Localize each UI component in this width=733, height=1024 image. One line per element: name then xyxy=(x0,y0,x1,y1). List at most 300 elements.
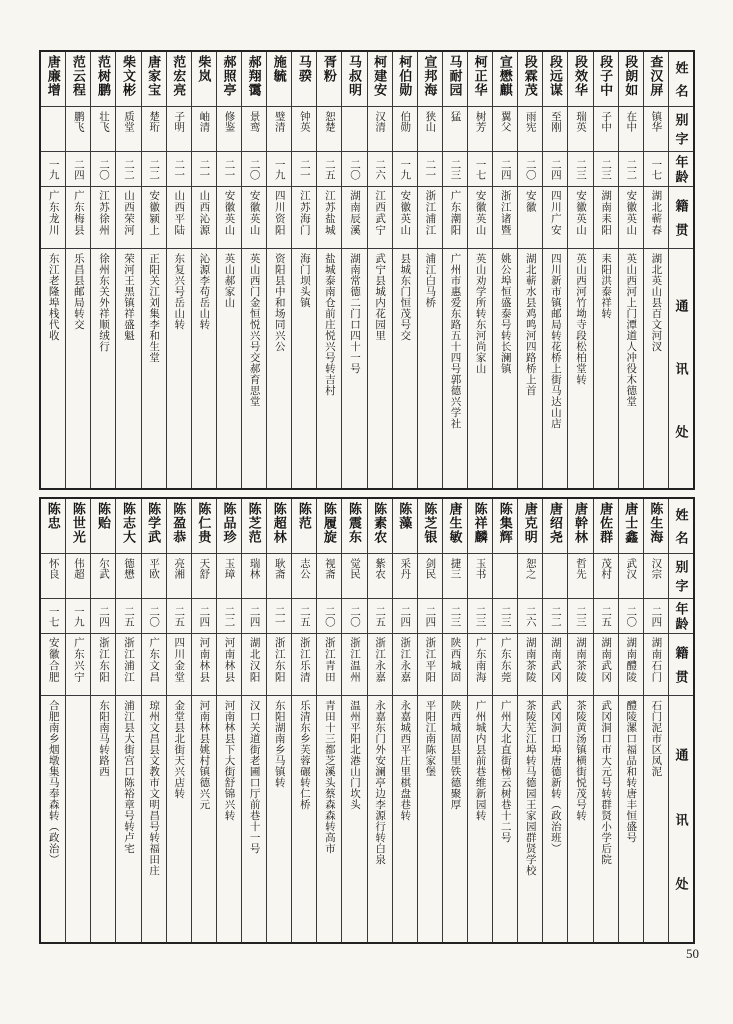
entry-column xyxy=(442,52,467,488)
entry-column xyxy=(90,52,115,488)
header-column xyxy=(668,499,693,942)
entry-age: 二五 xyxy=(368,599,392,634)
entry-column xyxy=(41,499,65,942)
column-header-addr xyxy=(669,249,693,488)
entry-column xyxy=(618,52,643,488)
entry-origin: 湖南茶陵 xyxy=(568,634,592,696)
entry-origin: 湖北蕲春 xyxy=(644,187,668,249)
entry-origin: 广东兴宁 xyxy=(66,634,90,696)
header-char: 通 xyxy=(673,747,689,761)
entry-age: 一九 xyxy=(66,599,90,634)
entry-age: 二五 xyxy=(292,599,316,634)
entry-name: 陈超林 xyxy=(267,499,291,554)
entry-age: 一九 xyxy=(393,152,417,187)
entry-zi: 尔武 xyxy=(91,554,115,599)
entry-name: 陈震东 xyxy=(342,499,366,554)
entry-addr: 茶陵黄汤镇横街悦茂号转 xyxy=(575,700,587,821)
entry-origin: 河南林县 xyxy=(217,634,241,696)
entry-column xyxy=(593,52,618,488)
entry-origin: 广东南海 xyxy=(468,634,492,696)
header-char: 贯 xyxy=(673,223,689,237)
entry-addr: 沁源李苟岳山转 xyxy=(198,253,210,330)
entry-name: 陈贻 xyxy=(91,499,115,554)
entry-origin: 江苏盐城 xyxy=(317,187,341,249)
entry-addr: 英山西河竹坳寺段松柏堂转 xyxy=(575,253,587,385)
entry-column xyxy=(643,52,668,488)
entry-column xyxy=(241,499,266,942)
entry-age: 二一 xyxy=(167,152,191,187)
entry-zi: 壮飞 xyxy=(91,107,115,152)
entry-name: 柯建安 xyxy=(368,52,392,107)
entry-zi: 伯勋 xyxy=(393,107,417,152)
column-header-age xyxy=(669,152,693,187)
entry-origin: 山西平陆 xyxy=(167,187,191,249)
entry-name: 马骙 xyxy=(292,52,316,107)
entry-origin: 陕西城固 xyxy=(443,634,467,696)
entry-column xyxy=(266,52,291,488)
entry-age: 二六 xyxy=(518,599,542,634)
entry-zi: 哲先 xyxy=(568,554,592,599)
table-bottom xyxy=(39,497,695,944)
entry-column xyxy=(316,499,341,942)
entry-addr: 汉口关道街老圃口厅前巷十一号 xyxy=(248,700,260,854)
entry-age: 二四 xyxy=(91,599,115,634)
entry-age: 二一 xyxy=(418,152,442,187)
entry-zi: 怀良 xyxy=(41,554,65,599)
entry-column xyxy=(291,52,316,488)
entry-zi: 紫农 xyxy=(368,554,392,599)
entry-origin: 浙江东阳 xyxy=(91,634,115,696)
entry-zi: 茂村 xyxy=(594,554,618,599)
entry-zi xyxy=(493,554,517,599)
entry-name: 段效华 xyxy=(568,52,592,107)
entry-addr: 湖北蕲水县鸡鸣河四路桥上首 xyxy=(524,253,536,396)
entry-name: 段霖茂 xyxy=(518,52,542,107)
entry-addr: 湖南常德二门口四十一号 xyxy=(349,253,361,374)
entry-origin: 浙江乐清 xyxy=(292,634,316,696)
entry-column xyxy=(115,52,140,488)
entry-name: 郝翔霭 xyxy=(242,52,266,107)
entry-zi: 觉民 xyxy=(342,554,366,599)
column-header-age xyxy=(669,599,693,634)
entry-column xyxy=(542,52,567,488)
entry-column xyxy=(341,52,366,488)
entry-addr: 东复兴号岳山转 xyxy=(173,253,185,330)
header-char: 姓 xyxy=(673,61,689,75)
entry-age: 一七 xyxy=(468,152,492,187)
header-char: 姓 xyxy=(673,508,689,522)
entry-origin: 安徽英山 xyxy=(393,187,417,249)
entry-addr: 石门泥市区凤泥 xyxy=(650,700,662,777)
entry-origin: 广东梅县 xyxy=(66,187,90,249)
header-char: 名 xyxy=(673,83,689,97)
entry-name: 施毓 xyxy=(267,52,291,107)
entry-zi xyxy=(543,554,567,599)
entry-column xyxy=(517,52,542,488)
header-char: 别 xyxy=(673,113,689,126)
entry-origin: 浙江东阳 xyxy=(267,634,291,696)
header-char: 籍 xyxy=(673,645,689,659)
entry-column xyxy=(266,499,291,942)
entry-zi: 德懋 xyxy=(116,554,140,599)
entry-origin: 浙江平阳 xyxy=(418,634,442,696)
entry-zi: 平欧 xyxy=(142,554,166,599)
entry-column xyxy=(241,52,266,488)
column-header-zi xyxy=(669,107,693,152)
entry-addr: 东阳南马转路西 xyxy=(97,700,109,777)
entry-zi: 天舒 xyxy=(192,554,216,599)
entry-origin: 四川金堂 xyxy=(167,634,191,696)
entry-addr: 资阳县中和场同兴公 xyxy=(273,253,285,352)
column-header-name xyxy=(669,499,693,554)
entry-addr: 琼州文昌县文教市文明昌号转福田庄 xyxy=(148,700,160,876)
entry-age: 二五 xyxy=(116,599,140,634)
entry-age: 二四 xyxy=(242,599,266,634)
entry-age: 二二 xyxy=(543,599,567,634)
column-header-origin xyxy=(669,187,693,249)
entry-age: 一九 xyxy=(41,152,65,187)
entry-column xyxy=(367,52,392,488)
entry-origin: 湖南石门 xyxy=(644,634,668,696)
entry-origin: 浙江诸暨 xyxy=(493,187,517,249)
entry-zi: 恕之 xyxy=(518,554,542,599)
entry-column xyxy=(367,499,392,942)
column-header-zi xyxy=(669,554,693,599)
entry-origin: 湖北汉阳 xyxy=(242,634,266,696)
entry-column xyxy=(166,52,191,488)
entry-name: 柴文彬 xyxy=(116,52,140,107)
entry-age: 二五 xyxy=(594,599,618,634)
header-char: 别 xyxy=(673,560,689,573)
entry-name: 唐生敏 xyxy=(443,499,467,554)
entry-column xyxy=(291,499,316,942)
entry-age: 二一 xyxy=(192,152,216,187)
entry-origin: 广东文昌 xyxy=(142,634,166,696)
entry-column xyxy=(392,52,417,488)
header-char: 通 xyxy=(673,299,689,312)
entry-origin: 安徽英山 xyxy=(468,187,492,249)
entry-age: 二三 xyxy=(468,599,492,634)
entry-age: 二三 xyxy=(443,152,467,187)
entry-name: 马叔明 xyxy=(342,52,366,107)
entry-age: 二四 xyxy=(418,599,442,634)
entry-name: 段朗如 xyxy=(619,52,643,107)
entry-addr: 海门坝头镇 xyxy=(298,253,310,308)
entry-column xyxy=(517,499,542,942)
entry-zi: 汉宗 xyxy=(644,554,668,599)
header-char: 处 xyxy=(673,877,689,891)
entry-addr: 湖北英山县百文河汊 xyxy=(650,253,662,352)
entry-age: 二四 xyxy=(543,152,567,187)
entry-age: 二三 xyxy=(568,599,592,634)
entry-zi: 至刚 xyxy=(543,107,567,152)
entry-name: 柯伯勋 xyxy=(393,52,417,107)
entry-name: 陈祥麟 xyxy=(468,499,492,554)
entry-zi: 钟英 xyxy=(292,107,316,152)
entry-column xyxy=(191,52,216,488)
entry-origin: 安徽英山 xyxy=(568,187,592,249)
entry-age: 二五 xyxy=(317,152,341,187)
entry-column xyxy=(216,52,241,488)
entry-column xyxy=(65,52,90,488)
entry-zi: 亮湘 xyxy=(167,554,191,599)
entry-addr: 英山西河上门潭道人冲役木德堂 xyxy=(625,253,637,407)
entry-origin: 安徽英山 xyxy=(217,187,241,249)
entry-origin: 浙江温州 xyxy=(342,634,366,696)
entry-name: 范宏亮 xyxy=(167,52,191,107)
header-column xyxy=(668,52,693,488)
entry-zi: 玉璋 xyxy=(217,554,241,599)
entry-name: 陈品珍 xyxy=(217,499,241,554)
entry-zi xyxy=(342,107,366,152)
entry-zi: 镇华 xyxy=(644,107,668,152)
entry-addr: 英山西门金恒悦兴号交郝育思堂 xyxy=(248,253,260,407)
entry-name: 唐廉增 xyxy=(41,52,65,107)
column-header-name xyxy=(669,52,693,107)
entry-addr: 合肥南乡烟墩集马奉森转（政治） xyxy=(47,700,59,865)
entry-name: 陈履旋 xyxy=(317,499,341,554)
entry-age: 二一 xyxy=(292,152,316,187)
entry-age: 二〇 xyxy=(142,599,166,634)
entry-name: 柯正华 xyxy=(468,52,492,107)
entry-age: 二一 xyxy=(267,599,291,634)
entry-zi: 楚珩 xyxy=(142,107,166,152)
entry-origin: 安徽颍上 xyxy=(142,187,166,249)
entry-zi: 树芳 xyxy=(468,107,492,152)
column-header-origin xyxy=(669,634,693,696)
entry-origin: 安徽 xyxy=(518,187,542,249)
entry-addr xyxy=(66,696,90,942)
header-char: 讯 xyxy=(673,362,689,375)
entry-column xyxy=(417,52,442,488)
entry-origin: 广东龙川 xyxy=(41,187,65,249)
entry-addr: 河南林县姚村镇德兴元 xyxy=(198,700,210,810)
entry-origin: 湖南辰溪 xyxy=(342,187,366,249)
entry-column xyxy=(542,499,567,942)
entry-origin: 浙江永嘉 xyxy=(368,634,392,696)
entry-zi: 捷三 xyxy=(443,554,467,599)
entry-origin: 湖南武冈 xyxy=(543,634,567,696)
entry-zi: 瑞林 xyxy=(242,554,266,599)
entry-column xyxy=(567,499,592,942)
entry-age: 二五 xyxy=(167,599,191,634)
entry-name: 唐绍尧 xyxy=(543,499,567,554)
entry-column xyxy=(492,499,517,942)
entry-age: 二四 xyxy=(393,599,417,634)
entry-addr: 东江老隆埠栈代收 xyxy=(47,253,59,341)
entry-name: 陈芝银 xyxy=(418,499,442,554)
entry-addr: 浦江县大街宫口陈裕章号转卢宅 xyxy=(123,700,135,854)
entry-age: 二三 xyxy=(493,599,517,634)
entry-column xyxy=(166,499,191,942)
entry-name: 查汉屏 xyxy=(644,52,668,107)
entry-column xyxy=(141,52,166,488)
entry-zi: 采丹 xyxy=(393,554,417,599)
entry-age: 二〇 xyxy=(518,152,542,187)
entry-column xyxy=(467,52,492,488)
entry-name: 段远谋 xyxy=(543,52,567,107)
header-char: 年 xyxy=(673,601,689,615)
entry-column xyxy=(341,499,366,942)
entry-column xyxy=(90,499,115,942)
header-char: 龄 xyxy=(673,617,689,631)
entry-zi: 在中 xyxy=(619,107,643,152)
entry-name: 陈学武 xyxy=(142,499,166,554)
entry-origin: 广东潮阳 xyxy=(443,187,467,249)
entry-zi: 雨宪 xyxy=(518,107,542,152)
entry-age: 二三 xyxy=(594,152,618,187)
entry-name: 柴岚 xyxy=(192,52,216,107)
entry-origin: 广东东莞 xyxy=(493,634,517,696)
entry-age: 二二 xyxy=(619,152,643,187)
entry-name: 陈集辉 xyxy=(493,499,517,554)
entry-origin: 浙江浦江 xyxy=(116,634,140,696)
entry-age: 二三 xyxy=(568,152,592,187)
entry-zi: 子中 xyxy=(594,107,618,152)
entry-age: 一七 xyxy=(41,599,65,634)
entry-name: 唐佐群 xyxy=(594,499,618,554)
entry-column xyxy=(492,52,517,488)
entry-name: 陈志大 xyxy=(116,499,140,554)
entry-addr: 广州市惠爱东路五十四号郭德兴学社 xyxy=(449,253,461,429)
entry-addr: 陕西城固县里铁德聚厚 xyxy=(449,700,461,810)
entry-name: 陈芝范 xyxy=(242,499,266,554)
entry-zi: 翼父 xyxy=(493,107,517,152)
header-char: 字 xyxy=(673,579,689,592)
entry-age: 二六 xyxy=(368,152,392,187)
entry-zi: 瑞英 xyxy=(568,107,592,152)
entry-name: 陈世光 xyxy=(66,499,90,554)
entry-column xyxy=(65,499,90,942)
entry-name: 陈忠 xyxy=(41,499,65,554)
entry-origin: 湖南醴陵 xyxy=(619,634,643,696)
entry-addr: 徐州东关外祥顺绒行 xyxy=(97,253,109,352)
entry-zi: 鹏飞 xyxy=(66,107,90,152)
entry-addr: 荣河王黑镇祥盛魁 xyxy=(123,253,135,341)
entry-column xyxy=(417,499,442,942)
entry-addr: 耒阳洪泰祥转 xyxy=(600,253,612,319)
entry-column xyxy=(216,499,241,942)
entry-addr: 姚公埠恒盛泰号转长澜镇 xyxy=(499,253,511,374)
entry-addr: 金堂县北街天兴店转 xyxy=(173,700,185,799)
entry-name: 唐家宝 xyxy=(142,52,166,107)
entry-age: 二二 xyxy=(116,152,140,187)
entry-age: 二四 xyxy=(66,152,90,187)
entry-name: 陈仁贵 xyxy=(192,499,216,554)
entry-origin: 江苏海门 xyxy=(292,187,316,249)
entry-name: 郝照亭 xyxy=(217,52,241,107)
entry-addr: 英山郝家山 xyxy=(223,253,235,308)
entry-origin: 浙江浦江 xyxy=(418,187,442,249)
entry-addr: 青田十三都芝溪头蔡森森转高市 xyxy=(323,700,335,854)
entry-column xyxy=(191,499,216,942)
entry-origin: 江西武宁 xyxy=(368,187,392,249)
entry-age: 二四 xyxy=(493,152,517,187)
entry-age: 二〇 xyxy=(342,152,366,187)
entry-column xyxy=(618,499,643,942)
entry-age: 二〇 xyxy=(91,152,115,187)
entry-column xyxy=(643,499,668,942)
entry-age: 二四 xyxy=(644,599,668,634)
entry-addr: 广州城内县前巷维新园转 xyxy=(474,700,486,821)
header-char: 贯 xyxy=(673,670,689,684)
entry-zi: 视斋 xyxy=(317,554,341,599)
entry-column xyxy=(467,499,492,942)
entry-zi: 质堂 xyxy=(116,107,140,152)
entry-addr: 河南林县下大街舒锦兴转 xyxy=(223,700,235,821)
entry-addr: 茶陵芜江埠转马德园王家园群贤学校 xyxy=(524,700,536,876)
entry-name: 段子中 xyxy=(594,52,618,107)
entry-column xyxy=(567,52,592,488)
entry-column xyxy=(316,52,341,488)
header-char: 龄 xyxy=(673,170,689,184)
entry-age: 一九 xyxy=(267,152,291,187)
entry-age: 二〇 xyxy=(317,599,341,634)
entry-origin: 安徽英山 xyxy=(242,187,266,249)
entry-zi: 璧清 xyxy=(267,107,291,152)
entry-column xyxy=(392,499,417,942)
entry-zi: 志公 xyxy=(292,554,316,599)
entry-addr: 乐清东乡芙蓉碾转仁桥 xyxy=(298,700,310,810)
entry-column xyxy=(141,499,166,942)
entry-addr: 醴陵漯口福品和转唐丰恒盛号 xyxy=(625,700,637,843)
entry-origin: 安徽合肥 xyxy=(41,634,65,696)
entry-zi: 修鉴 xyxy=(217,107,241,152)
entry-age: 一七 xyxy=(644,152,668,187)
entry-zi: 耿斋 xyxy=(267,554,291,599)
entry-name: 范树鹏 xyxy=(91,52,115,107)
entry-name: 陈藻 xyxy=(393,499,417,554)
header-char: 年 xyxy=(673,154,689,168)
entry-zi: 岫清 xyxy=(192,107,216,152)
entry-name: 陈范 xyxy=(292,499,316,554)
entry-addr: 武冈洞口市大元号转群贤小学后院 xyxy=(600,700,612,865)
entry-addr: 英山劝学所转东河尚家山 xyxy=(474,253,486,374)
entry-zi: 猛 xyxy=(443,107,467,152)
header-char: 处 xyxy=(673,425,689,438)
entry-zi: 狭山 xyxy=(418,107,442,152)
entry-name: 陈生海 xyxy=(644,499,668,554)
entry-origin: 四川资阳 xyxy=(267,187,291,249)
entry-zi: 武汉 xyxy=(619,554,643,599)
header-char: 名 xyxy=(673,530,689,544)
entry-origin: 湖南武冈 xyxy=(594,634,618,696)
entry-age: 二二 xyxy=(217,599,241,634)
entry-addr: 县城东门恒茂号交 xyxy=(399,253,411,341)
entry-addr: 东阳湖南乡马镇转 xyxy=(273,700,285,788)
entry-name: 陈盈恭 xyxy=(167,499,191,554)
entry-age: 二一 xyxy=(217,152,241,187)
entry-addr: 盐城泰南仓前庄悦兴号转吉村 xyxy=(323,253,335,396)
column-header-addr xyxy=(669,696,693,942)
entry-column xyxy=(593,499,618,942)
entry-origin: 浙江永嘉 xyxy=(393,634,417,696)
entry-addr: 四川新市镇邮局转花桥上街马达山店 xyxy=(549,253,561,429)
entry-name: 范云程 xyxy=(66,52,90,107)
entry-origin: 山西荣河 xyxy=(116,187,140,249)
entry-age: 二〇 xyxy=(242,152,266,187)
entry-addr: 广州大北直街梯云树巷十二号 xyxy=(499,700,511,843)
entry-name: 唐士鑫 xyxy=(619,499,643,554)
entry-addr: 乐昌县邮局转交 xyxy=(72,253,84,330)
entry-zi: 恕楚 xyxy=(317,107,341,152)
entry-column xyxy=(41,52,65,488)
header-char: 讯 xyxy=(673,812,689,826)
entry-age: 二二 xyxy=(142,152,166,187)
page-number: 50 xyxy=(686,946,699,961)
entry-origin: 河南林县 xyxy=(192,634,216,696)
header-char: 籍 xyxy=(673,198,689,212)
